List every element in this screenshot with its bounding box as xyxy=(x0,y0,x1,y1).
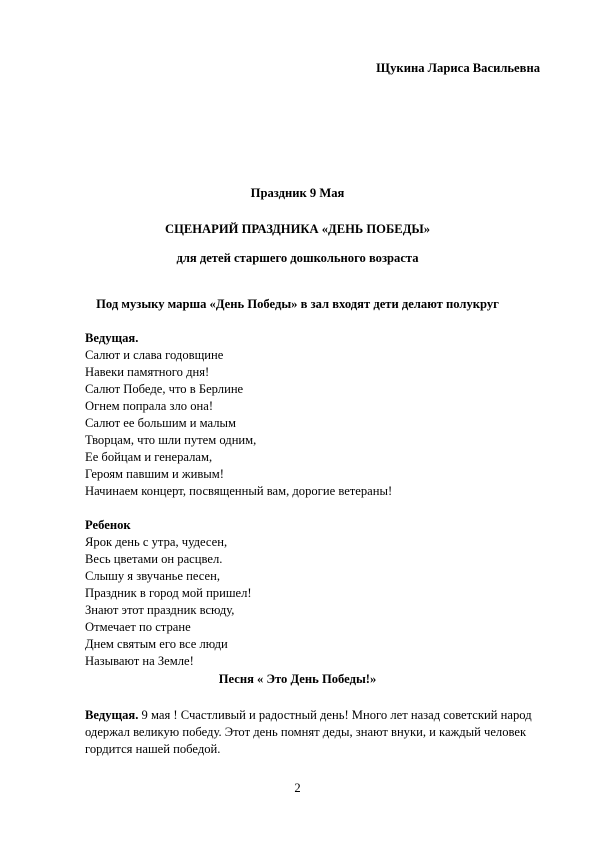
verse-line: Навеки памятного дня! xyxy=(85,365,210,379)
verse-line: Ярок день с утра, чудесен, xyxy=(85,535,228,549)
host-verse-block xyxy=(85,330,555,500)
verse-line: Слышу я звучанье песен, xyxy=(85,569,221,583)
holiday-heading: Праздник 9 Мая xyxy=(250,186,345,200)
audience-subtitle: для детей старшего дошкольного возраста xyxy=(176,251,419,265)
verse-line: Отмечает по стране xyxy=(85,620,191,634)
verse-line: Начинаем концерт, посвященный вам, дорогие ветераны! xyxy=(85,484,393,498)
song-title: Песня « Это День Победы!» xyxy=(218,672,377,686)
verse-line: Салют и слава годовщине xyxy=(85,348,224,362)
verse-line: Ее бойцам и генералам, xyxy=(85,450,213,464)
verse-line: Салют ее большим и малым xyxy=(85,416,236,430)
verse-line: Огнем попрала зло она! xyxy=(85,399,214,413)
verse-line: Салют Победе, что в Берлине xyxy=(85,382,244,396)
verse-line: Днем святым его все люди xyxy=(85,637,228,651)
scenario-title: СЦЕНАРИЙ ПРАЗДНИКА «ДЕНЬ ПОБЕДЫ» xyxy=(164,222,431,236)
author-name: Щукина Лариса Васильевна xyxy=(376,61,540,75)
verse-line: Героям павшим и живым! xyxy=(85,467,224,481)
verse-line: Знают этот праздник всюду, xyxy=(85,603,235,617)
paragraph-text: 9 мая ! Счастливый и радостный день! Много лет назад советский народ одержал великую победу. Этот день помнят деды, знают внуки, и каждый человек гордится нашей победой. xyxy=(85,708,532,756)
verse-line: Праздник в город мой пришел! xyxy=(85,586,252,600)
verse-line: Творцам, что шли путем одним, xyxy=(85,433,257,447)
stage-direction: Под музыку марша «День Победы» в зал входят дети делают полукруг xyxy=(96,297,499,311)
host-speaker: Ведущая. xyxy=(85,708,139,722)
page-number: 2 xyxy=(294,781,301,795)
host-paragraph xyxy=(85,707,555,758)
verse-line: Называют на Земле! xyxy=(85,654,194,668)
host-speaker: Ведущая. xyxy=(85,331,139,345)
child-verse-block xyxy=(85,517,555,670)
child-speaker: Ребенок xyxy=(85,518,131,532)
verse-line: Весь цветами он расцвел. xyxy=(85,552,223,566)
